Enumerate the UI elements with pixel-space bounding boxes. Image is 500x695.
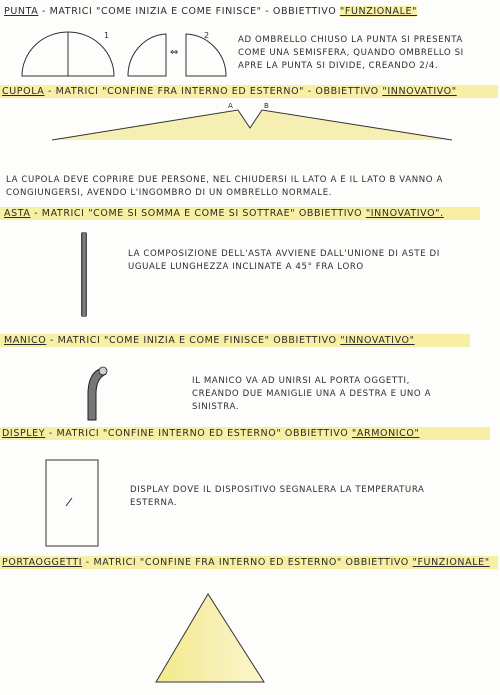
asta-rod-sketch xyxy=(81,232,87,317)
portaoggetti-triangle-sketch xyxy=(156,594,264,682)
label-1: 1 xyxy=(104,31,110,40)
cupola-sketch xyxy=(52,110,452,140)
manico-handle-sketch xyxy=(88,367,107,420)
section-obiettivo-manico: "INNOVATIVO" xyxy=(340,335,415,346)
section-matrici-portaoggetti: - MATRICI "CONFINE FRA INTERNO ED ESTERNO" OBBIETTIVO xyxy=(85,557,409,568)
label-2: 2 xyxy=(204,31,210,40)
section-matrici-asta: - MATRICI "COME SI SOMMA E COME SI SOTTRAE" OBBIETTIVO xyxy=(34,208,363,219)
description-asta: LA COMPOSIZIONE DELL'ASTA AVVIENE DALL'UNIONE DI ASTE DI UGUALE LUNGHEZZA INCLINATE A 45° FRA LORO xyxy=(128,249,440,272)
description-cupola: LA CUPOLA DEVE COPRIRE DUE PERSONE, NEL CHIUDERSI IL LATO A E IL LATO B VANNO A CONGIUNGERSI, AVENDO L'INGOMBRO DI UN OMBRELLO NORMALE. xyxy=(6,175,443,198)
section-obiettivo-cupola: "INNOVATIVO" xyxy=(382,86,457,97)
section-matrici-manico: - MATRICI "COME INIZIA E COME FINISCE" OBBIETTIVO xyxy=(49,335,337,346)
section-title-manico: MANICO xyxy=(4,335,47,346)
label-a: A xyxy=(228,102,234,110)
section-title-display: DISPLEY xyxy=(2,428,46,439)
description-manico: IL MANICO VA AD UNIRSI AL PORTA OGGETTI, CREANDO DUE MANIGLIE UNA A DESTRA E UNO A SINISTRA. xyxy=(192,376,432,412)
section-obiettivo-asta: "INNOVATIVO". xyxy=(365,208,444,219)
section-obiettivo-portaoggetti: "FUNZIONALE" xyxy=(412,557,490,568)
split-arrow-icon: ⇔ xyxy=(170,47,179,58)
description-punta: AD OMBRELLO CHIUSO LA PUNTA SI PRESENTA COME UNA SEMISFERA, QUANDO OMBRELLO SI APRE LA PUNTA SI DIVIDE, CREANDO 2/4. xyxy=(238,35,464,71)
display-sketch xyxy=(46,460,98,546)
section-matrici-punta: - MATRICI "COME INIZIA E COME FINISCE" - OBBIETTIVO xyxy=(41,6,337,17)
label-b: B xyxy=(264,102,270,110)
description-display: DISPLAY DOVE IL DISPOSITIVO SEGNALERA LA TEMPERATURA ESTERNA. xyxy=(130,485,425,508)
section-title-asta: ASTA xyxy=(4,208,31,219)
section-obiettivo-punta: "FUNZIONALE" xyxy=(339,6,418,17)
section-matrici-cupola: - MATRICI "CONFINE FRA INTERNO ED ESTERNO" - OBBIETTIVO xyxy=(48,86,379,97)
punta-semisphere-sketch xyxy=(22,32,114,76)
section-matrici-display: - MATRICI "CONFINE INTERNO ED ESTERNO" OBBIETTIVO xyxy=(48,428,349,439)
section-obiettivo-display: "ARMONICO" xyxy=(351,428,420,439)
section-title-cupola: CUPOLA xyxy=(2,86,45,97)
section-title-punta: PUNTA xyxy=(4,6,39,17)
section-title-portaoggetti: PORTAOGGETTI xyxy=(2,557,83,568)
